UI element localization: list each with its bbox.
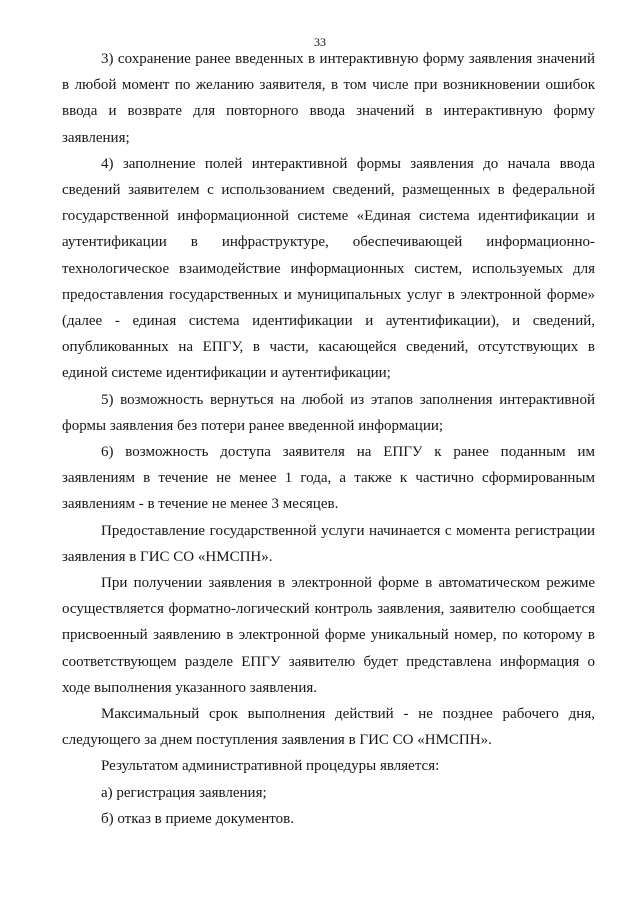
paragraph-item-6: 6) возможность доступа заявителя на ЕПГУ к ранее поданным им заявлениям в течение не менее 1 года, а также к частично сформированным заявлениям - в течение не менее 3 месяцев. — [62, 444, 595, 513]
document-body — [62, 46, 595, 832]
paragraph-item-5: 5) возможность вернуться на любой из этапов заполнения интерактивной формы заявления без потери ранее введенной информации; — [62, 391, 595, 434]
paragraph-result-a: а) регистрация заявления; — [101, 784, 267, 801]
paragraph-result-heading: Результатом административной процедуры является: — [101, 758, 440, 775]
paragraph-item-4: 4) заполнение полей интерактивной формы заявления до начала ввода сведений заявителем с использованием сведений, размещенных в федеральной государственной информационной системе «Единая система идентификации и аутентификации в инфраструктуре, обеспечивающей информационно-технологическое взаимодействие информационных систем, используемых для предоставления государственных и муниципальных услуг в электронной форме» (далее - единая система идентификации и аутентификации), и сведений, опубликованных на ЕПГУ, в части, касающейся сведений, отсутствующих в единой системе идентификации и аутентификации; — [62, 155, 595, 382]
paragraph-format-control: При получении заявления в электронной форме в автоматическом режиме осуществляется форматно-логический контроль заявления, заявителю сообщается присвоенный заявлению в электронной форме уникальный номер, по которому в соответствующем разделе ЕПГУ заявителю будет представлена информация о ходе выполнения указанного заявления. — [62, 575, 595, 696]
paragraph-result-b: б) отказ в приеме документов. — [101, 810, 294, 827]
paragraph-max-term: Максимальный срок выполнения действий - не позднее рабочего дня, следующего за днем поступления заявления в ГИС СО «НМСПН». — [62, 706, 595, 749]
paragraph-service-start: Предоставление государственной услуги начинается с момента регистрации заявления в ГИС СО «НМСПН». — [62, 522, 595, 565]
page-number: 33 — [314, 35, 326, 49]
paragraph-item-3: 3) сохранение ранее введенных в интерактивную форму заявления значений в любой момент по желанию заявителя, в том числе при возникновении ошибок ввода и возврате для повторного ввода значений в интерактивную форму заявления; — [62, 51, 595, 146]
